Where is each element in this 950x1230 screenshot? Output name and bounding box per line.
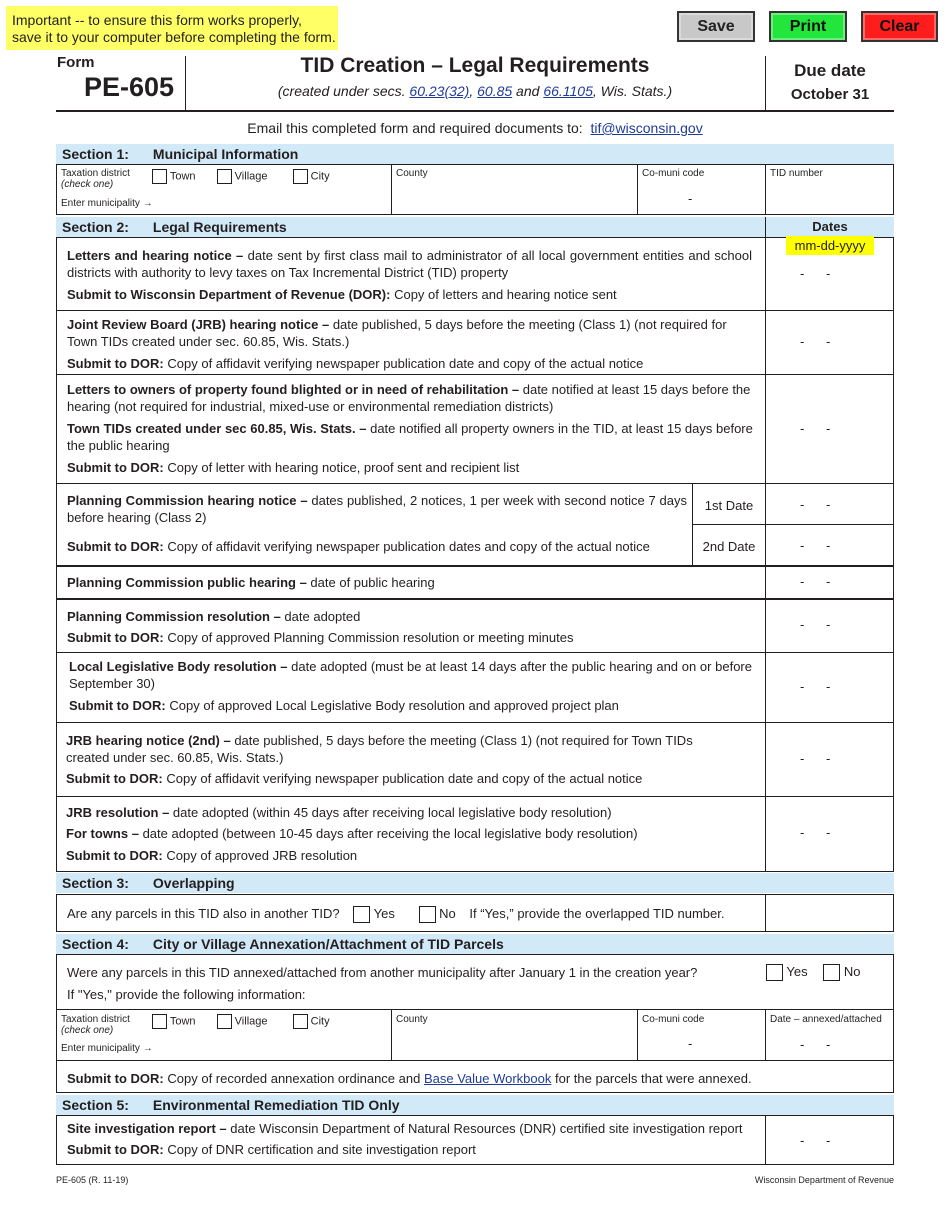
annex-question: Were any parcels in this TID annexed/attached from another municipality after January 1 in the creation year?: [67, 965, 698, 980]
item-jrb-resolution: [66, 804, 612, 821]
annex-enter-municipality: Enter municipality →: [61, 1043, 153, 1054]
page-subtitle: [186, 83, 764, 99]
county-label: County: [396, 168, 428, 179]
item-submit: [67, 459, 519, 476]
item-title: JRB hearing notice (2nd) –: [66, 733, 231, 748]
annex-municipality-type: [152, 1014, 330, 1029]
item-submit: [67, 629, 573, 646]
cell-divider: [765, 1115, 766, 1165]
submit-text: Copy of approved JRB resolution: [162, 848, 358, 863]
item-title: For towns –: [66, 826, 139, 841]
cell-divider: [765, 1009, 766, 1060]
date-input-site-investigation[interactable]: - -: [800, 1133, 831, 1148]
submit-label: Submit to DOR:: [67, 1142, 164, 1157]
form-number: PE-605: [84, 72, 175, 102]
annex-county-input[interactable]: [392, 1026, 637, 1060]
submit-label: Submit to Wisconsin Department of Revenue (DOR):: [67, 287, 391, 302]
annex-village-checkbox[interactable]: [217, 1014, 232, 1029]
item-text: date adopted (between 10-45 days after receiving the local legislative body resolution): [138, 826, 638, 841]
item-submit: [66, 847, 357, 864]
section-number: Section 5:: [62, 1097, 129, 1113]
county-input[interactable]: [392, 180, 637, 214]
submit-text: Copy of affidavit verifying newspaper publication date and copy of the actual notice: [162, 771, 643, 786]
annex-taxation-label: [61, 1014, 130, 1036]
section-number: Section 4:: [62, 936, 129, 952]
date-input-blighted[interactable]: - -: [800, 421, 831, 436]
item-title: Planning Commission resolution –: [67, 609, 281, 624]
item-planning-notice: [67, 492, 687, 526]
save-button[interactable]: Save: [677, 11, 755, 42]
tid-number-input[interactable]: [766, 180, 893, 214]
submit-text: Copy of affidavit verifying newspaper publication date and copy of the actual notice: [163, 356, 644, 371]
item-text: date published, 5 days before the meeting (Class 1) (not required for Town TIDs created under sec. 60.85, Wis. Stats.): [66, 733, 693, 765]
town-label: Town: [169, 1015, 196, 1028]
statute-link-60-85[interactable]: 60.85: [477, 83, 513, 99]
submit-text: Copy of letters and hearing notice sent: [390, 287, 617, 302]
village-checkbox[interactable]: [217, 169, 232, 184]
item-submit: [67, 286, 617, 303]
base-value-workbook-link[interactable]: Base Value Workbook: [423, 1071, 552, 1086]
comuni-input[interactable]: -: [688, 191, 693, 206]
item-submit: [66, 770, 642, 787]
section-title: City or Village Annexation/Attachment of TID Parcels: [152, 936, 504, 952]
item-planning-hearing: [67, 574, 435, 591]
city-label: City: [310, 1015, 330, 1028]
submit-text: Copy of DNR certification and site investigation report: [163, 1142, 476, 1157]
item-title: Planning Commission hearing notice –: [67, 493, 308, 508]
item-title: Joint Review Board (JRB) hearing notice –: [67, 317, 330, 332]
subtitle-suffix: , Wis. Stats.): [592, 83, 673, 99]
row-divider: [56, 598, 894, 600]
statute-link-60-23[interactable]: 60.23(32): [409, 83, 470, 99]
dates-column-divider: [765, 217, 766, 872]
row-divider: [56, 722, 894, 723]
annex-if-yes: If "Yes," provide the following information:: [67, 987, 306, 1002]
annex-yes-checkbox[interactable]: [766, 964, 783, 981]
check-one-text: (check one): [61, 1025, 114, 1036]
item-town-tids: [67, 420, 757, 454]
overlap-question: [67, 905, 724, 923]
municipality-type: [152, 169, 330, 184]
row-divider: [56, 374, 894, 375]
taxation-text: Taxation district: [61, 168, 130, 179]
item-jrb-notice-2nd: [66, 732, 736, 766]
subtitle-sep: and: [512, 83, 544, 99]
item-text: date notified at least 15 days before the hearing (not required for industrial, mixed-use or environmental remediation districts): [67, 382, 751, 414]
date-input-jrb-resolution[interactable]: - -: [800, 825, 831, 840]
item-text: date Wisconsin Department of Natural Resources (DNR) certified site investigation report: [226, 1121, 743, 1136]
submit-label: Submit to DOR:: [69, 698, 166, 713]
item-submit: [67, 355, 643, 372]
save-notice: [6, 6, 338, 50]
section-4-header: [56, 934, 894, 954]
item-text: dates published, 2 notices, 1 per week with second notice 7 days before hearing (Class 2): [67, 493, 687, 525]
item-title: JRB resolution –: [66, 805, 170, 820]
header-rule: [56, 110, 894, 112]
section-title: Overlapping: [152, 875, 235, 891]
annex-yes-no: [766, 963, 860, 981]
item-text: date adopted: [280, 609, 361, 624]
overlap-question-text: Are any parcels in this TID also in another TID?: [67, 906, 340, 921]
submit-text: Copy of approved Local Legislative Body resolution and approved project plan: [165, 698, 619, 713]
annex-no-checkbox[interactable]: [823, 964, 840, 981]
notice-line-2: save it to your computer before completing the form.: [12, 29, 336, 45]
submit-label: Submit to DOR:: [67, 460, 164, 475]
overlap-yes-checkbox[interactable]: [353, 906, 370, 923]
subtitle-prefix: (created under secs.: [277, 83, 410, 99]
submit-text: Copy of affidavit verifying newspaper publication dates and copy of the actual notice: [163, 539, 650, 554]
subtitle-sep: ,: [469, 83, 478, 99]
row-divider: [56, 483, 894, 484]
annex-submit: [67, 1070, 752, 1087]
cell-divider: [637, 164, 638, 215]
clear-button[interactable]: Clear: [861, 11, 938, 42]
submit-text: Copy of recorded annexation ordinance and: [163, 1071, 424, 1086]
annex-city-checkbox[interactable]: [293, 1014, 308, 1029]
statute-link-66-1105[interactable]: 66.1105: [543, 83, 593, 99]
section-title: Environmental Remediation TID Only: [152, 1097, 400, 1113]
date-input-planning-hearing[interactable]: - -: [800, 574, 831, 589]
item-letters-hearing: [67, 247, 752, 281]
annex-town-checkbox[interactable]: [152, 1014, 167, 1029]
item-title: Letters and hearing notice –: [67, 248, 244, 263]
submit-label: Submit to DOR:: [67, 1071, 164, 1086]
check-one-text: (check one): [61, 179, 114, 190]
submit-label: Submit to DOR:: [66, 848, 163, 863]
tid-number-label: TID number: [770, 168, 823, 179]
item-text: date sent by first class mail to administrator of all local government entities and school districts with authority to levy taxes on Tax Incremental District (TID) property: [67, 248, 752, 280]
item-submit: [67, 1141, 476, 1158]
comuni-label: Co-muni code: [642, 168, 705, 179]
section-3-header: [56, 873, 894, 893]
email-instruction: [56, 120, 894, 136]
print-button[interactable]: Print: [769, 11, 847, 42]
email-text: Email this completed form and required documents to:: [247, 120, 583, 136]
annex-county-label: County: [396, 1014, 428, 1025]
item-for-towns: [66, 825, 638, 842]
item-title: Town TIDs created under sec 60.85, Wis. Stats. –: [67, 421, 367, 436]
submit-text: Copy of approved Planning Commission resolution or meeting minutes: [163, 630, 574, 645]
row-divider: [56, 565, 894, 567]
yes-label: Yes: [373, 906, 395, 921]
row-divider: [56, 652, 894, 653]
dates-column-header: Dates: [812, 219, 848, 234]
email-link[interactable]: tif@wisconsin.gov: [590, 120, 703, 136]
item-text: date notified all property owners in the TID, at least 15 days before the public hearing: [67, 421, 753, 453]
no-label: No: [439, 906, 456, 921]
due-date-value: October 31: [790, 86, 870, 103]
row-divider: [692, 524, 894, 525]
item-submit: [69, 697, 619, 714]
date-input-legislative[interactable]: - -: [800, 679, 831, 694]
overlapped-tid-input[interactable]: [766, 895, 893, 931]
item-title: Letters to owners of property found blighted or in need of rehabilitation –: [67, 382, 520, 397]
item-text: date adopted (must be at least 14 days after the public hearing and on or before September 30): [69, 659, 752, 691]
submit-label: Submit to DOR:: [66, 771, 163, 786]
item-text: date adopted (within 45 days after receiving local legislative body resolution): [169, 805, 612, 820]
date-input-second[interactable]: - -: [800, 538, 831, 553]
city-checkbox[interactable]: [293, 169, 308, 184]
item-site-investigation: [67, 1120, 743, 1137]
item-text: date of public hearing: [306, 575, 435, 590]
submit-label: Submit to DOR:: [67, 356, 164, 371]
date-input-jrb-notice[interactable]: - -: [800, 334, 831, 349]
no-label: No: [843, 964, 861, 979]
page-title: TID Creation – Legal Requirements: [300, 54, 650, 77]
town-checkbox[interactable]: [152, 169, 167, 184]
cell-divider: [637, 1009, 638, 1060]
item-planning-resolution: [67, 608, 360, 625]
annex-comuni-label: Co-muni code: [642, 1014, 705, 1025]
item-text: date published, 5 days before the meeting (Class 1) (not required for Town TIDs created under sec. 60.85, Wis. Stats.): [67, 317, 727, 349]
item-jrb-notice: [67, 316, 747, 350]
section-number: Section 1:: [62, 146, 129, 162]
submit-label: Submit to DOR:: [67, 539, 164, 554]
due-date-label: Due date: [794, 61, 866, 80]
section-1-header: [56, 144, 894, 164]
taxation-text: Taxation district: [61, 1014, 130, 1025]
date-input-planning-resolution[interactable]: - -: [800, 617, 831, 632]
overlap-note: If “Yes,” provide the overlapped TID number.: [469, 906, 725, 921]
item-legislative-resolution: [69, 658, 752, 692]
form-label: Form: [57, 54, 95, 71]
taxation-district-label: [61, 168, 130, 190]
row-divider: [56, 796, 894, 797]
section-number: Section 3:: [62, 875, 129, 891]
village-label: Village: [234, 170, 268, 183]
submit-label: Submit to DOR:: [67, 630, 164, 645]
row-divider: [56, 1060, 894, 1061]
date-input-letters-hearing[interactable]: - -: [800, 266, 831, 281]
section-5-header: [56, 1095, 894, 1115]
town-label: Town: [169, 170, 196, 183]
submit-text: for the parcels that were annexed.: [551, 1071, 752, 1086]
section-title: Legal Requirements: [152, 219, 287, 235]
yes-label: Yes: [786, 964, 808, 979]
item-title: Local Legislative Body resolution –: [69, 659, 288, 674]
item-submit: [67, 538, 650, 555]
row-divider: [56, 310, 894, 311]
item-title: Site investigation report –: [67, 1121, 227, 1136]
overlap-no-checkbox[interactable]: [419, 906, 436, 923]
annex-comuni-input[interactable]: -: [688, 1036, 693, 1051]
notice-line-1: Important -- to ensure this form works properly,: [12, 12, 302, 28]
enter-municipality-label: Enter municipality →: [61, 198, 153, 209]
row-divider: [56, 1009, 894, 1010]
footer-form-revision: PE-605 (R. 11-19): [56, 1175, 129, 1185]
item-title: Planning Commission public hearing –: [67, 575, 307, 590]
section-title: Municipal Information: [152, 146, 299, 162]
date-format-hint: mm-dd-yyyy: [786, 236, 874, 255]
date-input-annexed[interactable]: - -: [800, 1037, 831, 1052]
village-label: Village: [234, 1015, 268, 1028]
submit-text: Copy of letter with hearing notice, proof sent and recipient list: [163, 460, 520, 475]
item-blighted-letters: [67, 381, 757, 415]
footer-department: Wisconsin Department of Revenue: [754, 1175, 894, 1185]
date-annexed-label: Date – annexed/attached: [770, 1014, 882, 1025]
date-input-first[interactable]: - -: [800, 497, 831, 512]
second-date-label: 2nd Date: [702, 539, 756, 554]
first-date-label: 1st Date: [704, 498, 754, 513]
date-input-jrb-2nd[interactable]: - -: [800, 751, 831, 766]
section-number: Section 2:: [62, 219, 129, 235]
city-label: City: [310, 170, 330, 183]
